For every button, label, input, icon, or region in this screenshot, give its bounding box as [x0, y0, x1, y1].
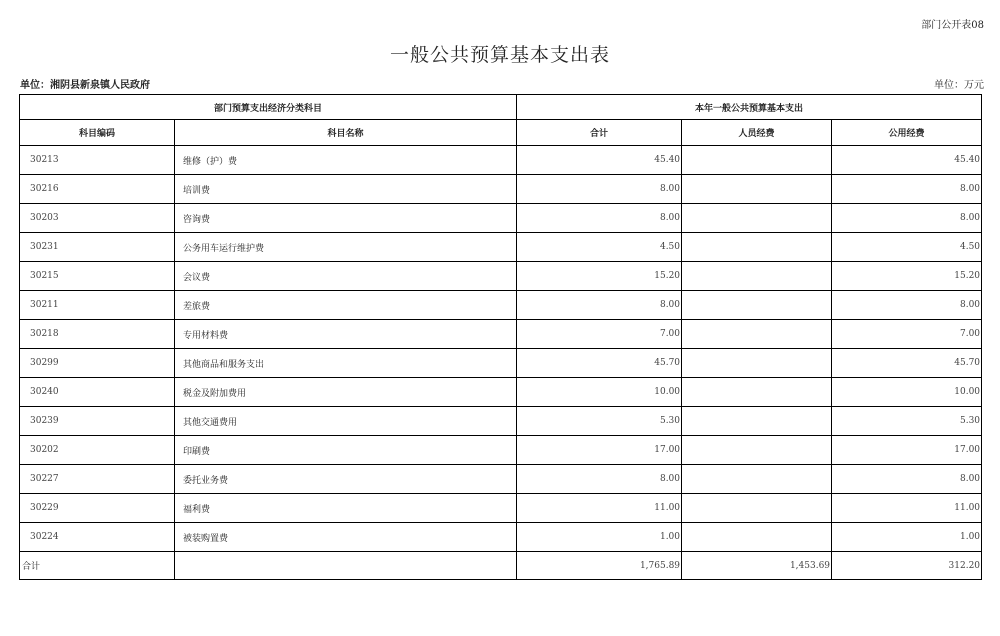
cell-personnel [682, 494, 832, 523]
total-sum: 1,765.89 [517, 552, 682, 580]
table-row [20, 465, 982, 494]
cell-total: 7.00 [517, 320, 682, 349]
column-header-public: 公用经费 [832, 120, 982, 146]
cell-public: 45.70 [832, 349, 982, 378]
cell-name: 公务用车运行维护费 [175, 233, 517, 262]
cell-public: 8.00 [832, 465, 982, 494]
cell-name: 会议费 [175, 262, 517, 291]
cell-total: 1.00 [517, 523, 682, 552]
cell-total: 8.00 [517, 291, 682, 320]
cell-public: 11.00 [832, 494, 982, 523]
cell-code: 30203 [20, 204, 175, 233]
cell-code: 30216 [20, 175, 175, 204]
page-title: 一般公共预算基本支出表 [389, 44, 610, 66]
table-row [20, 291, 982, 320]
total-row [20, 552, 982, 580]
group-header-expenditure: 本年一般公共预算基本支出 [517, 95, 982, 120]
table-row [20, 204, 982, 233]
total-personnel: 1,453.69 [682, 552, 832, 580]
cell-total: 15.20 [517, 262, 682, 291]
cell-name: 被装购置费 [175, 523, 517, 552]
currency-unit: 单位：万元 [934, 80, 984, 91]
column-header-personnel: 人员经费 [682, 120, 832, 146]
organization-unit: 单位：湘阴县新泉镇人民政府 [20, 80, 150, 91]
cell-name: 其他交通费用 [175, 407, 517, 436]
cell-name: 委托业务费 [175, 465, 517, 494]
cell-public: 45.40 [832, 146, 982, 175]
cell-name: 税金及附加费用 [175, 378, 517, 407]
table-row [20, 523, 982, 552]
cell-code: 30211 [20, 291, 175, 320]
cell-code: 30229 [20, 494, 175, 523]
table-row [20, 407, 982, 436]
cell-total: 8.00 [517, 204, 682, 233]
cell-code: 30202 [20, 436, 175, 465]
cell-code: 30240 [20, 378, 175, 407]
table-row [20, 349, 982, 378]
cell-personnel [682, 262, 832, 291]
table-row [20, 146, 982, 175]
cell-name: 维修（护）费 [175, 146, 517, 175]
table-row [20, 378, 982, 407]
cell-total: 45.70 [517, 349, 682, 378]
cell-name: 咨询费 [175, 204, 517, 233]
cell-personnel [682, 407, 832, 436]
cell-total: 8.00 [517, 175, 682, 204]
cell-name: 培训费 [175, 175, 517, 204]
cell-public: 7.00 [832, 320, 982, 349]
cell-total: 4.50 [517, 233, 682, 262]
cell-public: 8.00 [832, 204, 982, 233]
total-name-cell [175, 552, 517, 580]
cell-code: 30239 [20, 407, 175, 436]
cell-name: 印刷费 [175, 436, 517, 465]
cell-public: 10.00 [832, 378, 982, 407]
cell-code: 30213 [20, 146, 175, 175]
table-body [20, 146, 982, 580]
cell-total: 17.00 [517, 436, 682, 465]
cell-name: 福利费 [175, 494, 517, 523]
cell-public: 17.00 [832, 436, 982, 465]
cell-personnel [682, 291, 832, 320]
table-row [20, 436, 982, 465]
cell-personnel [682, 320, 832, 349]
cell-total: 8.00 [517, 465, 682, 494]
cell-public: 8.00 [832, 291, 982, 320]
form-number: 部门公开表08 [921, 20, 984, 31]
column-header-name: 科目名称 [175, 120, 517, 146]
cell-code: 30224 [20, 523, 175, 552]
table-column-header-row [20, 120, 982, 146]
total-public: 312.20 [832, 552, 982, 580]
table-group-header-row [20, 95, 982, 120]
column-header-total: 合计 [517, 120, 682, 146]
cell-total: 45.40 [517, 146, 682, 175]
cell-personnel [682, 146, 832, 175]
cell-personnel [682, 233, 832, 262]
cell-public: 8.00 [832, 175, 982, 204]
cell-name: 差旅费 [175, 291, 517, 320]
group-header-classification: 部门预算支出经济分类科目 [20, 95, 517, 120]
cell-public: 1.00 [832, 523, 982, 552]
cell-public: 5.30 [832, 407, 982, 436]
table-row [20, 175, 982, 204]
table-row [20, 494, 982, 523]
cell-code: 30227 [20, 465, 175, 494]
cell-total: 11.00 [517, 494, 682, 523]
table-row [20, 233, 982, 262]
cell-total: 10.00 [517, 378, 682, 407]
cell-code: 30218 [20, 320, 175, 349]
cell-public: 15.20 [832, 262, 982, 291]
table-row [20, 262, 982, 291]
cell-personnel [682, 378, 832, 407]
cell-name: 专用材料费 [175, 320, 517, 349]
cell-personnel [682, 436, 832, 465]
cell-code: 30299 [20, 349, 175, 378]
budget-table [19, 94, 982, 580]
cell-personnel [682, 204, 832, 233]
cell-code: 30215 [20, 262, 175, 291]
table-row [20, 320, 982, 349]
cell-personnel [682, 465, 832, 494]
cell-personnel [682, 175, 832, 204]
cell-name: 其他商品和服务支出 [175, 349, 517, 378]
total-label: 合计 [20, 552, 175, 580]
cell-personnel [682, 349, 832, 378]
cell-code: 30231 [20, 233, 175, 262]
column-header-code: 科目编码 [20, 120, 175, 146]
cell-public: 4.50 [832, 233, 982, 262]
cell-personnel [682, 523, 832, 552]
cell-total: 5.30 [517, 407, 682, 436]
